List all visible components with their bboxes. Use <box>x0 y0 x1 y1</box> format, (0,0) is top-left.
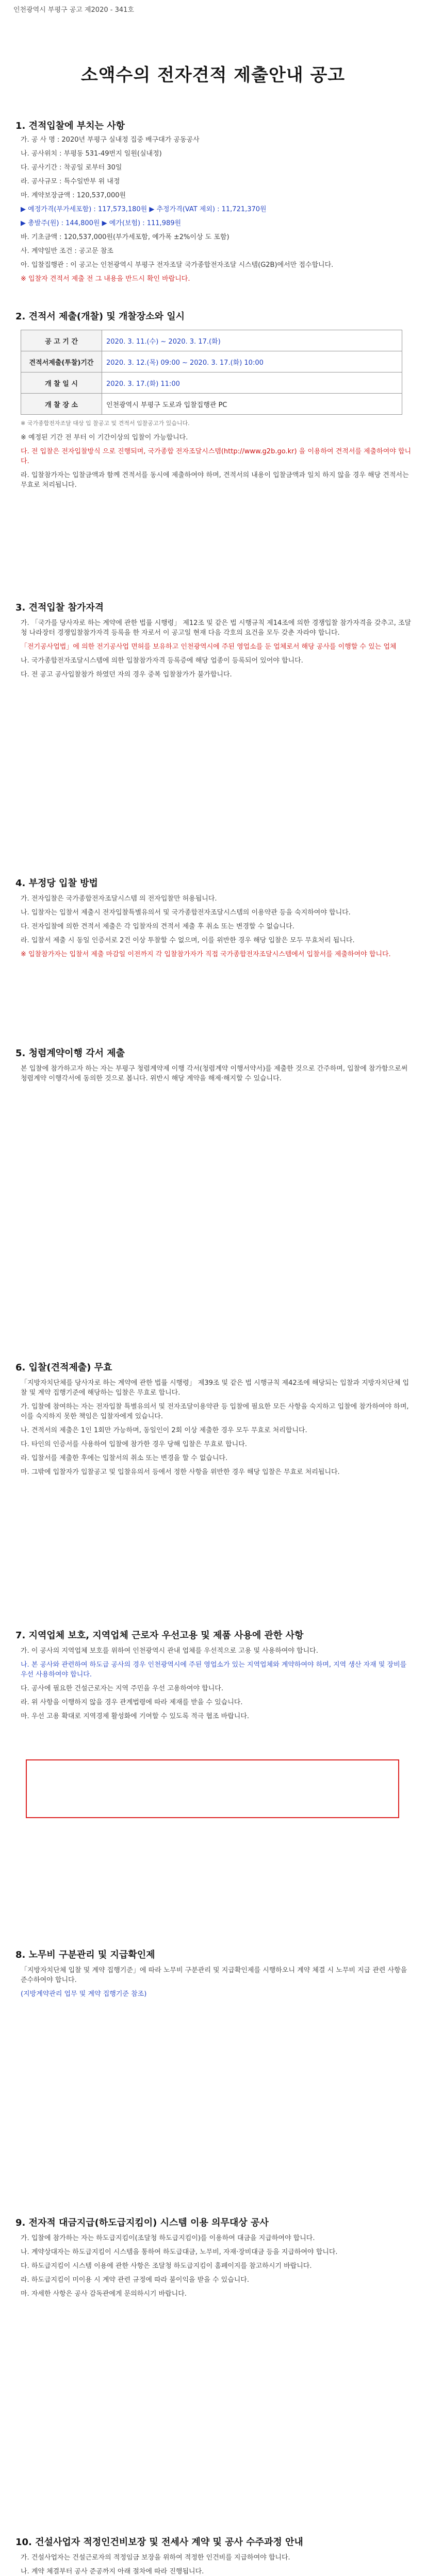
section-heading-6: 6. 입찰(견적제출) 무효 <box>15 1362 112 1373</box>
table-label: 공 고 기 간 <box>21 330 102 351</box>
text-line: 다. 전 입찰은 전자입찰방식 으로 진행되며, 국가종합 전자조달시스템(http://www.g2b.go.kr) 을 이용하여 견적서를 제출하여야 합니다. <box>21 448 412 465</box>
table-row <box>21 351 402 372</box>
section-body-4 <box>21 894 413 963</box>
text-line: 「지방자치단체를 당사자로 하는 계약에 관한 법률 시행령」 제39조 및 같은 법 시행규칙 제42조에 해당되는 입찰과 지방자치단체 입찰 및 계약 집행기준에 해당하는 입찰은 무효로 합니다. <box>21 1379 409 1397</box>
text-line: (지방계약관리 업무 및 계약 집행기준 참조) <box>21 1990 147 1998</box>
text-line: ※ 입찰자 견적서 제출 전 그 내용을 반드시 확인 바랍니다. <box>21 275 190 283</box>
notice-number: 인천광역시 부평구 공고 제2020 - 341호 <box>13 6 134 14</box>
text-line: 나. 계약 체결부터 공사 준공까지 아래 절차에 따라 진행됩니다. <box>21 2568 204 2575</box>
text-line: 다. 공사기간 : 착공일 로부터 30일 <box>21 164 122 172</box>
document-title: 소액수의 전자견적 제출안내 공고 <box>80 65 346 86</box>
text-line: 마. 계약보장금액 : 120,537,000원 <box>21 192 126 199</box>
section-heading-10: 10. 건설사업자 적정인건비보장 및 전세사 계약 및 공사 수주과정 안내 <box>15 2537 303 2548</box>
text-line: 마. 자세한 사항은 공사 감독관에게 문의하시기 바랍니다. <box>21 2290 187 2298</box>
text-line: 라. 공사규모 : 특수일반부 위 내정 <box>21 178 120 185</box>
text-line: 다. 공사에 필요한 건설근로자는 지역 주민을 우선 고용하여야 합니다. <box>21 1685 223 1692</box>
table-value: 2020. 3. 17.(화) 11:00 <box>102 372 402 394</box>
text-line: 나. 입찰자는 입찰서 제출시 전자입찰특별유의서 및 국가종합전자조달시스템의 이용약관 등을 숙지하여야 합니다. <box>21 909 351 917</box>
text-line: 나. 본 공사와 관련하여 하도급 공사의 경우 인천광역시에 주된 영업소가 있는 지역업체와 계약하여야 하며, 지역 생산 자재 및 장비를 우선 사용하여야 합니다. <box>21 1661 407 1679</box>
table-label: 개 찰 일 시 <box>21 372 102 394</box>
section-heading-8: 8. 노무비 구분관리 및 지급확인제 <box>15 1950 155 1960</box>
section-body-8 <box>21 1965 413 2003</box>
table-row <box>21 372 402 394</box>
text-line: 본 입찰에 참가하고자 하는 자는 부평구 청렴계약제 이행 각서(청렴계약 이행서약서)를 제출한 것으로 간주하며, 입찰에 참가함으로써 청렴계약 이행각서에 동의한 것으로 봅니다. 위반시 해당 계약을 해제·해지할 수 있습니다. <box>21 1065 408 1082</box>
text-line: ▶ 예정가격(부가세포함) : 117,573,180원 ▶ 추정가격(VAT 제외) : 11,721,370원 <box>21 206 267 213</box>
table-value: 2020. 3. 12.(목) 09:00 ~ 2020. 3. 17.(화) 10:00 <box>102 351 402 372</box>
table-label: 개 찰 장 소 <box>21 394 102 415</box>
table-row <box>21 330 402 351</box>
text-line: 다. 전자입찰에 의한 견적서 제출은 각 입찰자의 견적서 제출 후 취소 또는 변경할 수 없습니다. <box>21 923 294 930</box>
text-line: 가. 입찰에 참가하는 자는 하도급지킴이(조달청 하도급지킴이)를 이용하여 대금을 지급하여야 합니다. <box>21 2234 315 2242</box>
section-body-10 <box>21 2553 413 2576</box>
text-line: 라. 입찰서 제출 시 동일 인증서로 2건 이상 투찰할 수 없으며, 이를 위반한 경우 해당 입찰은 모두 무효처리 됩니다. <box>21 937 355 944</box>
text-line: 가. 「국가를 당사자로 하는 계약에 관한 법률 시행령」 제12조 및 같은 법 시행규칙 제14조에 의한 경쟁입찰 참가자격을 갖추고, 조달청 나라장터 경쟁입찰참가자격 등록을 한 자로서 이 공고일 현재 다음 각호의 요건을 모두 갖춘 자라야 합니다. <box>21 619 412 637</box>
table-row <box>21 394 402 415</box>
table-note: ※ 국가종합전자조달 대상 입 찰공고 및 견적서 입찰공고가 있습니다. <box>21 420 190 427</box>
section-heading-1: 1. 견적입찰에 부치는 사항 <box>15 121 125 131</box>
text-line: 라. 입찰참가자는 입찰금액과 함께 견적서를 동시에 제출하여야 하며, 견적서의 내용이 입찰금액과 일치 하지 않을 경우 해당 견적서는 무효로 처리됩니다. <box>21 471 409 489</box>
section-body-9 <box>21 2233 413 2303</box>
text-line: 라. 입찰서를 제출한 후에는 입찰서의 취소 또는 변경을 할 수 없습니다. <box>21 1454 228 1462</box>
section-heading-2: 2. 견적서 제출(개찰) 및 개찰장소와 일시 <box>15 311 185 322</box>
schedule-table <box>21 330 402 415</box>
text-line: 가. 공 사 명 : 2020년 부평구 실내정 집중 배구대가 공동공사 <box>21 136 200 144</box>
section-body-6 <box>21 1378 413 1481</box>
text-line: 라. 위 사항을 이행하지 않을 경우 관계법령에 따라 제재를 받을 수 있습니다. <box>21 1699 243 1706</box>
section-heading-3: 3. 견적입찰 참가자격 <box>15 602 104 613</box>
text-line: ▶ 총발주(원) : 144,800원 ▶ 예가(보험) : 111,989원 <box>21 219 182 227</box>
text-line: 나. 계약상대자는 하도급지킴이 시스템을 통하여 하도급대금, 노무비, 자재·장비대금 등을 지급하여야 합니다. <box>21 2248 338 2256</box>
table-value: 2020. 3. 11.(수) ~ 2020. 3. 17.(화) <box>102 330 402 351</box>
section-body-3 <box>21 618 413 684</box>
text-line: 「지방자치단체 입찰 및 계약 집행기준」에 따라 노무비 구분관리 및 지급확인제를 시행하오니 계약 체결 시 노무비 지급 관련 사항을 준수하여야 합니다. <box>21 1967 407 1984</box>
section-body-7 <box>21 1646 413 1725</box>
section-heading-5: 5. 청렴계약이행 각서 제출 <box>15 1048 125 1059</box>
text-line: 나. 견적서의 제출은 1인 1회만 가능하며, 동일인이 2회 이상 제출한 경우 모두 무효로 처리합니다. <box>21 1427 307 1434</box>
section-heading-7: 7. 지역업체 보호, 지역업체 근로자 우선고용 및 제품 사용에 관한 사항 <box>15 1630 304 1641</box>
text-line: 나. 공사위치 : 부평동 531-49번지 일원(실내정) <box>21 150 162 158</box>
section-body-5 <box>21 1064 413 1088</box>
text-line: 가. 이 공사의 지역업체 보호를 위하여 인천광역시 관내 업체를 우선적으로 고용 및 사용하여야 합니다. <box>21 1647 318 1655</box>
text-line: 가. 건설사업자는 건설근로자의 적정임금 보장을 위하여 적정한 인건비를 지급하여야 합니다. <box>21 2554 290 2562</box>
section-body-1 <box>21 135 413 288</box>
text-line: 다. 하도급지킴이 시스템 이용에 관한 사항은 조달청 하도급지킴이 홈페이지를 참고하시기 바랍니다. <box>21 2262 312 2270</box>
text-line: 아. 입찰집행관 : 이 공고는 인천광역시 부평구 전자조달 국가종합전자조달 시스템(G2B)에서만 접수합니다. <box>21 261 334 269</box>
text-line: 나. 국가종합전자조달시스템에 의한 입찰참가자격 등록증에 해당 업종이 등록되어 있어야 합니다. <box>21 657 303 665</box>
section-body-2 <box>21 433 413 494</box>
highlight-box <box>26 1759 399 1818</box>
text-line: 바. 기초금액 : 120,537,000원(부가세포함, 예가폭 ±2%이상 도 포함) <box>21 233 230 241</box>
text-line: 사. 계약일반 조건 : 공고문 참조 <box>21 247 113 255</box>
text-line: 마. 우선 고용 확대로 지역경제 활성화에 기여할 수 있도록 적극 협조 바랍니다. <box>21 1713 250 1720</box>
text-line: 다. 타인의 인증서를 사용하여 입찰에 참가한 경우 당해 입찰은 무효로 합니다. <box>21 1440 247 1448</box>
section-heading-9: 9. 전자적 대금지급(하도급지킴이) 시스템 이용 의무대상 공사 <box>15 2217 269 2228</box>
text-line: 「전기공사업법」에 의한 전기공사업 면허를 보유하고 인천광역시에 주된 영업소를 둔 업체로서 해당 공사를 이행할 수 있는 업체 <box>21 643 397 651</box>
text-line: ※ 예정된 기간 전 부터 이 기간이상의 입찰이 가능합니다. <box>21 434 188 442</box>
text-line: 마. 그밖에 입찰자가 입찰공고 및 입찰유의서 등에서 정한 사항을 위반한 경우 해당 입찰은 무효로 처리됩니다. <box>21 1468 340 1476</box>
table-value: 인천광역시 부평구 도로과 입찰집행관 PC <box>102 394 402 415</box>
section-heading-4: 4. 부정당 입찰 방법 <box>15 878 98 889</box>
text-line: 가. 전자입찰은 국가종합전자조달시스템 의 전자입찰만 허용됩니다. <box>21 895 217 903</box>
text-line: 가. 입찰에 참여하는 자는 전자입찰 특별유의서 및 전자조달이용약관 등 입찰에 필요한 모든 사항을 숙지하고 입찰에 참가하여야 하며, 이를 숙지하지 못한 책임은 입찰자에게 있습니다. <box>21 1403 409 1420</box>
text-line: 라. 하도급지킴이 미이용 시 계약 관련 규정에 따라 불이익을 받을 수 있습니다. <box>21 2276 250 2284</box>
table-label: 견적서제출(투찰)기간 <box>21 351 102 372</box>
text-line: ※ 입찰참가자는 입찰서 제출 마감일 이전까지 각 입찰참가자가 직접 국가종합전자조달시스템에서 입찰서를 제출하여야 합니다. <box>21 951 391 958</box>
text-line: 다. 전 공고 공사입찰참가 하였던 자의 경우 중복 입찰참가가 불가합니다. <box>21 671 232 679</box>
